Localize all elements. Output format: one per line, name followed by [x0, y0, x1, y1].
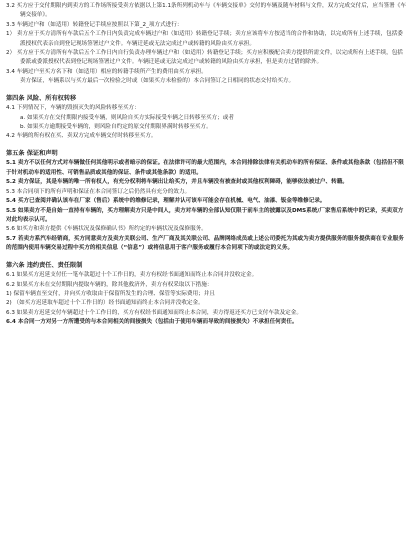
clause-3-3-option-2: 2） 买方应于买方清所有车款后五个工作日内自行负责办理车辆过户和（如适用）转籍登记手续；买方应积极配合卖方提供所需文件，以完成所有上述手续，包括委派或委派授权代表到登记现场签署过户文件。车辆迁延或无法完成过户或转籍的风险由买方承担，但是卖方过错的除外。	[6, 50, 403, 66]
clause-6-3: 6.3 如果卖方迟延交付车辆超过十个工作日的，买方有权经书面通知而终止本合同，卖方得返还买方已支付车款及定金。	[6, 309, 302, 316]
clause-5-5: 5.5 如果卖方不是自始一直持有车辆的，买方理解卖方只是中间人，卖方对车辆的全部认知仅限于前车主的披露以及DMS系统/厂家售后系统中的记录，买卖双方对此均表示认可。	[6, 207, 404, 223]
clause-5-3: 5.3 本合同项下的所有声明和保证在本合同签订之后仍然具有充分的效力。	[6, 188, 191, 195]
clause-6-1: 6.1 如果买方迟延支付任一笔车款超过十个工作日的，卖方有权经书面通知而终止本合同并没收定金。	[6, 272, 258, 279]
clause-6-4: 6.4 本合同一方对另一方所遭受的与本合同相关的间接损失（包括由于使用车辆而导致的间接损失）不承担任何责任。	[6, 319, 298, 326]
article-5-title: 第五条 保证和声明	[6, 149, 58, 157]
clause-3-4-continued: 卖方保证，车辆系以与买方最后一次检验之时或（如果买方未检验的）本合同签订之日相同的状态交付给买方。	[20, 78, 295, 85]
clause-4-1: 4.1 下列情况下，车辆的毁损灭失的风险转移至买方：	[6, 105, 140, 112]
article-4-title: 第四条 风险、所有权转移	[6, 94, 77, 102]
clause-4-1-a: a. 如果买方在交付期限内接受车辆，则风险自买方实际接受车辆之日转移至买方；或者	[20, 114, 234, 121]
clause-3-3: 3.3 车辆过户和（如适用）转籍登记手续应按照以下第_2_项方式进行：	[6, 21, 183, 28]
clause-6-2-item-2: 2) （如买方迟延取车超过十个工作日的）经书面通知而终止本合同并没收定金。	[6, 300, 204, 307]
clause-4-2: 4.2 车辆的所有权在买、卖双方完成车辆交付时转移至买方。	[6, 133, 157, 140]
clause-5-2: 5.2 卖方保证，其是车辆的唯一所有权人，有充分权利将车辆出让给买方，并且车辆没有被查封或其他权利障碍，能够依法被过户、转籍。	[6, 179, 348, 186]
clause-6-2: 6.2 如果买方未在交付期限内提取车辆的，除其他救济外，卖方有权采取以下措施：	[6, 281, 213, 288]
clause-5-1: 5.1 卖方不以任何方式对车辆做任何其他明示或者暗示的保证。在法律许可的最大范围内，本合同排除法律有关机动车的所有保证、条件或其他条款（包括但不限于针对机动车的适用性、可销售品质或其他的保证、条件或其他条款）的适用。	[6, 160, 404, 176]
clause-6-2-item-1: 1) 保留车辆直至交付，并向买方收取由于保留所发生的合理、保管等实际费用；并且	[6, 290, 215, 297]
clause-3-2: 3.2 买方应于交付期限内到卖方的工作场所接受卖方依据以上第1.1条所列机动车与《车辆交接单》交付的车辆及随车材料与文件，双方完成交付后，应当签署《车辆交接单》。	[6, 3, 406, 19]
clause-5-7: 5.7 若卖方系汽车经销商，买方同意卖方及卖方关联公司、生产厂商及其关联公司、品牌网络成员或上述公司委托为其或为卖方提供服务的服务提供商在专业服务的范围内使用车辆交易过程中买方的相关信息（“信息”）或将信息用于客户服务或履行本合同项下的或法定的义务。	[6, 235, 404, 252]
clause-3-4: 3.4 车辆过户至买方名下和（如适用）相应的转籍手续所产生的费用由买方承担。	[6, 68, 207, 75]
clause-3-3-option-1: 1） 卖方应于买方清所有车款后五个工作日内负责完成车辆过户和（如适用）转籍登记手续；卖方应该将车方按适当的合作和协助，以完成所有上述手续，包括委派授权代表亲自到登记现场签署过户文件。车辆迁延或无法完成过户或转籍的风险由买方承担。	[6, 31, 403, 47]
clause-5-4: 5.4 买方已查阅并确认该车在厂家（售后）系统中的维修记录，理解并认可该车可能会存在机械、电气、油漆、钣金等维修记录。	[6, 198, 326, 205]
clause-4-1-b: b. 如果买方逾期接受车辆的，则风险自约定的原交付期限界满时转移至买方。	[20, 124, 212, 131]
article-6-title: 第六条 违约责任、责任限制	[6, 261, 83, 269]
clause-5-6: 5.6 如买方和卖方提供《车辆状况及保修确认书》所约定的车辆状况及保修服务。	[6, 226, 207, 233]
